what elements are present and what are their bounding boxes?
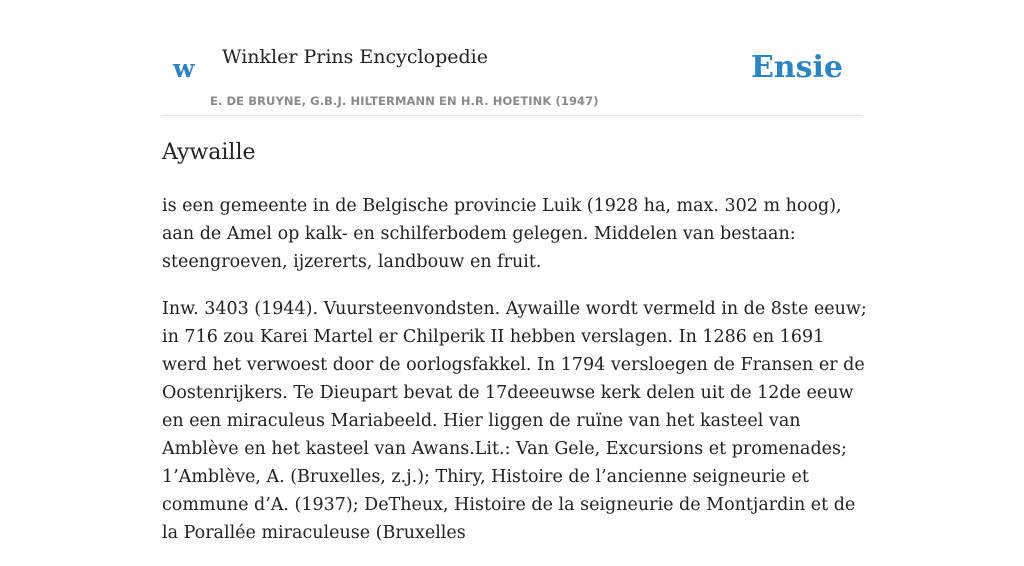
source-logo-icon[interactable]: w [173, 54, 195, 83]
article-title: Aywaille [162, 140, 256, 165]
article-body [162, 192, 874, 566]
article-paragraph: Inw. 3403 (1944). Vuursteenvondsten. Aywaille wordt vermeld in de 8ste eeuw; in 716 zou Karei Martel er Chilperik II hebben verslagen. In 1286 en 1691 werd het verwoest door de oorlogsfakkel. In 1794 versloegen de Fransen er de Oostenrijkers. Te Dieupart bevat de 17deeeuwse kerk delen uit de 12de eeuw en een miraculeus Mariabeeld. Hier liggen de ruïne van het kasteel van Amblève en het kasteel van Awans.Lit.: Van Gele, Excursions et promenades; 1’Amblève, A. (Bruxelles, z.j.); Thiry, Histoire de l’ancienne seigneurie et commune d’A. (1937); DeTheux, Histoire de la seigneurie de Montjardin et de la Porallée miraculeuse (Bruxelles [162, 299, 867, 543]
brand-logo[interactable]: Ensie [750, 50, 843, 85]
article-paragraph: is een gemeente in de Belgische provincie Luik (1928 ha, max. 302 m hoog), aan de Amel op kalk- en schilferbodem gelegen. Middelen van bestaan: steengroeven, ijzererts, landbouw en fruit. [162, 196, 842, 272]
source-authors: E. DE BRUYNE, G.B.J. HILTERMANN EN H.R. HOETINK (1947) [210, 94, 599, 108]
source-title[interactable]: Winkler Prins Encyclopedie [222, 46, 488, 68]
page-header [162, 40, 862, 116]
